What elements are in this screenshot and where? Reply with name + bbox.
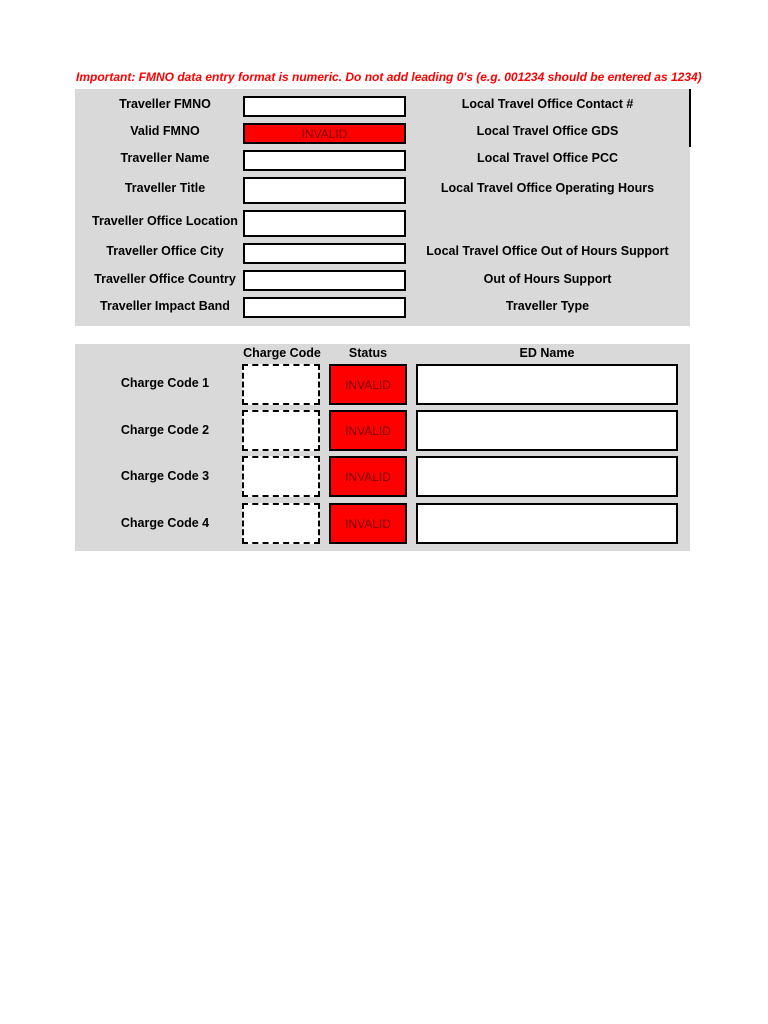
charge-code-input[interactable] bbox=[242, 364, 320, 405]
traveller-office-country-input[interactable] bbox=[243, 270, 406, 291]
charge-code-row-label: Charge Code 2 bbox=[120, 423, 210, 437]
local-office-hours-label: Local Travel Office Operating Hours bbox=[440, 181, 655, 195]
traveller-type-label: Traveller Type bbox=[505, 299, 590, 313]
charge-code-status: INVALID bbox=[329, 456, 407, 497]
charge-code-input[interactable] bbox=[242, 503, 320, 544]
ed-name-field[interactable] bbox=[416, 503, 678, 544]
ed-name-field[interactable] bbox=[416, 364, 678, 405]
ed-name-header: ED Name bbox=[519, 346, 575, 360]
charge-code-input[interactable] bbox=[242, 410, 320, 451]
fmno-format-notice: Important: FMNO data entry format is numeric. Do not add leading 0's (e.g. 001234 should be entered as 1234) bbox=[76, 70, 702, 84]
charge-codes-panel bbox=[75, 344, 690, 551]
local-office-contact-label: Local Travel Office Contact # bbox=[461, 97, 634, 111]
status-header: Status bbox=[348, 346, 388, 360]
traveller-office-city-input[interactable] bbox=[243, 243, 406, 264]
traveller-title-input[interactable] bbox=[243, 177, 406, 204]
local-office-out-of-hours-label: Local Travel Office Out of Hours Support bbox=[426, 244, 669, 258]
charge-code-input[interactable] bbox=[242, 456, 320, 497]
local-office-pcc-label: Local Travel Office PCC bbox=[476, 151, 619, 165]
valid-fmno-label: Valid FMNO bbox=[130, 124, 200, 138]
ed-name-field[interactable] bbox=[416, 456, 678, 497]
local-office-gds-label: Local Travel Office GDS bbox=[476, 124, 619, 138]
charge-code-header: Charge Code bbox=[243, 346, 321, 360]
traveller-impact-band-label: Traveller Impact Band bbox=[100, 299, 230, 313]
traveller-fmno-label: Traveller FMNO bbox=[119, 97, 211, 111]
ed-name-field[interactable] bbox=[416, 410, 678, 451]
traveller-name-input[interactable] bbox=[243, 150, 406, 171]
traveller-impact-band-input[interactable] bbox=[243, 297, 406, 318]
traveller-office-location-input[interactable] bbox=[243, 210, 406, 237]
charge-code-status: INVALID bbox=[329, 410, 407, 451]
traveller-details-panel bbox=[75, 89, 690, 326]
charge-code-row-label: Charge Code 3 bbox=[120, 469, 210, 483]
traveller-fmno-input[interactable] bbox=[243, 96, 406, 117]
charge-code-row-label: Charge Code 4 bbox=[120, 516, 210, 530]
charge-code-row-label: Charge Code 1 bbox=[120, 376, 210, 390]
cell-border-line bbox=[689, 89, 691, 147]
traveller-office-country-label: Traveller Office Country bbox=[94, 272, 236, 286]
traveller-office-city-label: Traveller Office City bbox=[106, 244, 224, 258]
traveller-office-location-label: Traveller Office Location bbox=[92, 214, 238, 228]
traveller-name-label: Traveller Name bbox=[120, 151, 210, 165]
traveller-title-label: Traveller Title bbox=[124, 181, 206, 195]
valid-fmno-status: INVALID bbox=[243, 123, 406, 144]
charge-code-status: INVALID bbox=[329, 364, 407, 405]
out-of-hours-support-label: Out of Hours Support bbox=[483, 272, 612, 286]
charge-code-status: INVALID bbox=[329, 503, 407, 544]
